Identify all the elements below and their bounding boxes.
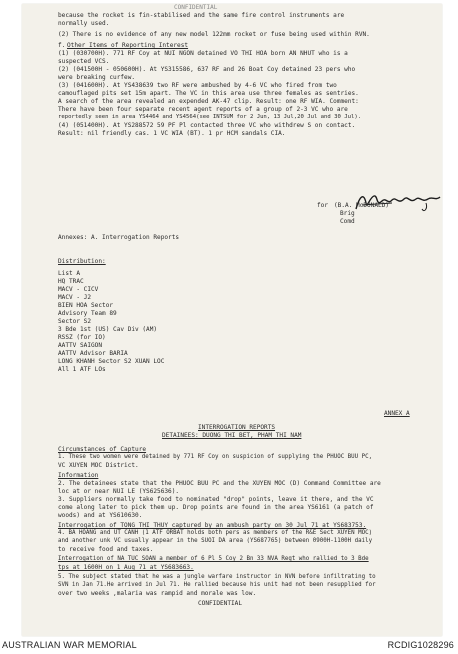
section-marker: f. <box>58 42 66 49</box>
body-line: over two weeks ,malaria was rampid and morale was low. <box>58 590 257 597</box>
body-line: 5. The subject stated that he was a jungle warfare instructor in NVN before infiltrating to <box>58 574 376 580</box>
body-line: because the rocket is fin-stabilised and the same fire control instruments are <box>58 12 345 19</box>
body-line: suspected VCS. <box>58 58 110 65</box>
body-line: reportedly seen in area YS4464 and YS4564(see INTSUM for 2 Jun, 13 Jul,20 Jul and 30 Jul). <box>58 114 362 120</box>
section-heading-other-items: Other Items of Reporting Interest <box>67 42 189 49</box>
body-line: (1) (030700H). 771 RF Coy at NUI NGON detained VO THI HOA born AN NHUT who is a <box>58 50 348 57</box>
body-line: SVN in Jan 71.He arrived in Jul 71. He rallied because his unit had not been resupplied for <box>58 582 376 588</box>
distribution-item: RSSZ (for IO) <box>58 334 106 341</box>
annex-detainees: DETAINEES: DUONG THI BET, PHAM THI NAM <box>162 432 302 439</box>
signatory-name: (B.A. McDONALD) <box>334 202 390 209</box>
distribution-item: AATTV SAIGON <box>58 342 103 349</box>
archive-reference: RCDIG1028296 <box>387 640 454 650</box>
handwritten-signature <box>352 187 442 215</box>
information-heading: Information <box>58 472 99 479</box>
body-line: (3) (041600H). At YS438639 two RF were ambushed by 4-6 VC who fired from two <box>58 82 337 89</box>
distribution-item: HQ TRAC <box>58 278 84 285</box>
body-line: 1. These two women were detained by 771 RF Coy on suspicion of supplying the PHUOC BUU PC, <box>58 454 373 460</box>
body-line: 4. BA HOANG and UT CANH (1 ATF ORBAT holds both pers as members of the R&E Sect XUYEN MOC) <box>58 530 373 536</box>
distribution-item: All 1 ATF LOs <box>58 366 106 373</box>
footer-classification: CONFIDENTIAL <box>198 600 243 607</box>
body-line: normally used. <box>58 20 110 27</box>
body-line: to receive food and taxes. <box>58 546 154 553</box>
interrogation-heading: Interrogation of NA TUC SOAN a member of 6 Pl 5 Coy 2 Bn 33 NVA Regt who rallied to 3 Bde <box>58 556 369 562</box>
signatory-appointment: Comd <box>340 218 355 225</box>
distribution-item: 3 Bde 1st (US) Cav Div (AM) <box>58 326 158 333</box>
interrogation-heading: Interrogation of TONG THI THUY captured by an ambush party on 30 Jul 71 at YS683753. <box>58 522 367 529</box>
body-line: and another unk VC usually appear in the SUOI DA area (YS687765) between 0900H-1100H daily <box>58 538 373 544</box>
distribution-item: Advisory Team 89 <box>58 310 117 317</box>
archive-credit: AUSTRALIAN WAR MEMORIAL <box>2 640 137 650</box>
header-classification-fragment: CONFIDENTIAL <box>174 4 218 11</box>
body-line: A search of the area revealed an expended AK-47 clip. Result: one RF WIA. Comment: <box>58 98 359 105</box>
distribution-item: LONG KHANH Sector S2 XUAN LOC <box>58 358 165 365</box>
interrogation-heading: tps at 1600H on 1 Aug 71 at YS683663. <box>58 564 194 571</box>
body-line: (2) (041500H - 050600H). At YS315586, 637 RF and 26 Boat Coy detained 23 pers who <box>58 66 356 73</box>
body-line: (4) (051400H). At YS288572 59 PF Pl contacted three VC who withdrew S on contact. <box>58 122 356 129</box>
distribution-item: BIEN HOA Sector <box>58 302 114 309</box>
body-line: camouflaged pits set 15m apart. The VC in this area use three females as sentries. <box>58 90 359 97</box>
distribution-item: MACV - CICV <box>58 286 99 293</box>
body-line: VC XUYEN MOC District. <box>58 462 139 469</box>
distribution-heading: Distribution: <box>58 258 106 265</box>
body-line: (2) There is no evidence of any new model 122mm rocket or fuse being used within RVN. <box>58 31 370 38</box>
distribution-item: List A <box>58 270 81 277</box>
annex-label: ANNEX A <box>384 410 410 417</box>
body-line: Result: nil friendly cas. 1 VC WIA (BT). 1 pr HCM sandals CIA. <box>58 130 286 137</box>
body-line: were breaking curfew. <box>58 74 136 81</box>
body-line: 3. Suppliers normally take food to nominated "drop" points, leave it there, and the VC <box>58 496 374 503</box>
body-line: woods) and at YS610630. <box>58 512 143 519</box>
annex-title: INTERROGATION REPORTS <box>198 424 276 431</box>
signature-for: for <box>317 202 329 209</box>
body-line: 2. The detainees state that the PHUOC BUU PC and the XUYEN MOC (D) Command Committee are <box>58 480 381 487</box>
document-page <box>22 4 442 636</box>
body-line: come along later to pick them up. Drop points are found in the area YS6161 (a patch of <box>58 504 374 511</box>
distribution-item: AATTV Advisor BARIA <box>58 350 128 357</box>
annexes-line: Annexes: A. Interrogation Reports <box>58 234 180 241</box>
signatory-rank: Brig <box>340 210 355 217</box>
circumstances-heading: Circumstances of Capture <box>58 446 147 453</box>
distribution-item: Sector S2 <box>58 318 92 325</box>
body-line: loc at or near NUI LE (YS625636). <box>58 488 180 495</box>
distribution-item: MACV - J2 <box>58 294 92 301</box>
body-line: There have been four separate recent agent reports of a group of 2-3 VC who are <box>58 106 348 113</box>
